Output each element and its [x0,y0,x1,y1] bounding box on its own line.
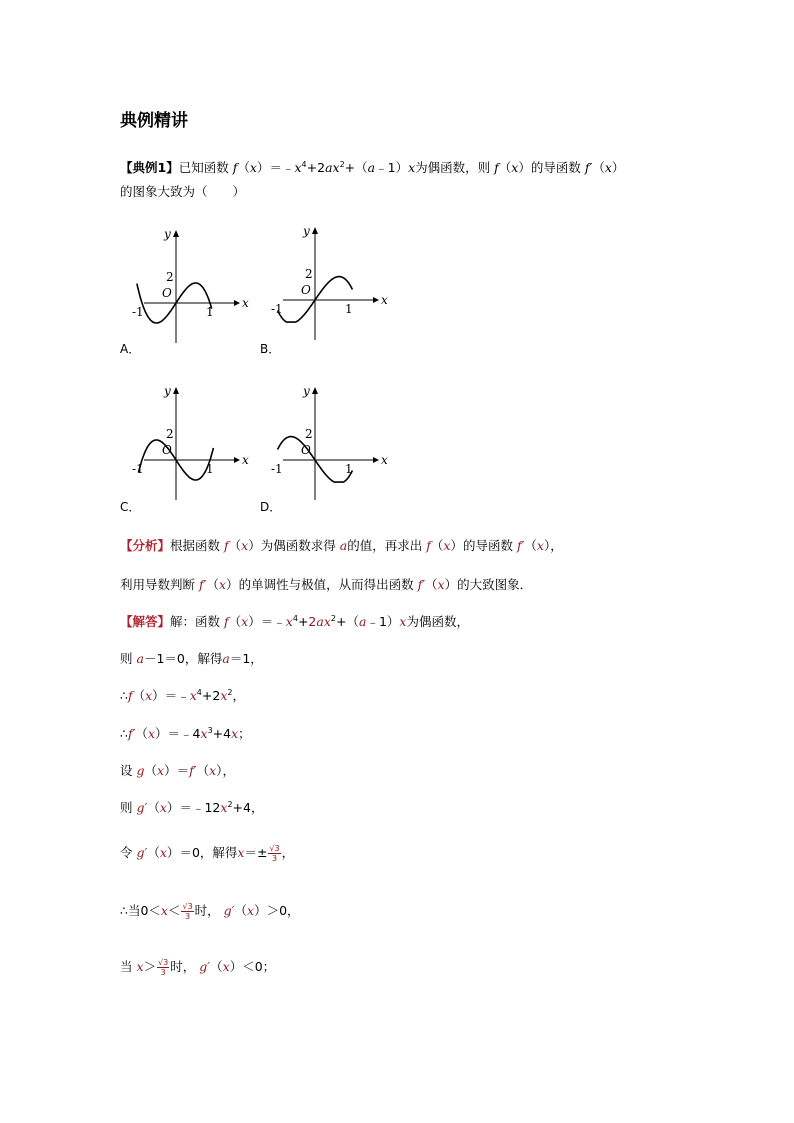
tick-label-1: 1 [345,462,353,476]
tick-label-2: 2 [166,427,174,441]
option-label-b[interactable]: B． [260,342,281,356]
x-axis-arrow [373,457,379,463]
origin-label: O [301,283,311,297]
tick-label-neg1: -1 [271,462,283,476]
x-axis-arrow [234,300,240,306]
x-axis-label: x [381,453,388,467]
fraction-sqrt3-over-3: $\frac{√3}{3}$ [182,902,193,921]
x-axis-arrow [373,297,379,303]
x-axis-label: x [242,296,249,310]
graph-option-d [271,382,388,512]
tick-label-2: 2 [305,427,313,441]
origin-label: O [162,286,172,300]
tick-label-1: 1 [206,305,214,319]
y-axis-label: y [303,224,310,238]
solution-line-4: $\therefore f'(x)=﹣4x^3+4x$； [120,726,251,741]
solution-line-1: 【解答】解：函数 $f(x)=﹣x^4+2ax^2+(a﹣1)x$为偶函数， [120,614,469,629]
x-axis-label: x [381,293,388,307]
tick-label-2: 2 [305,267,313,281]
solution-line-9: 当 x＞ $\frac{√3}{3}$ 时， g′（x）＜0； [120,958,276,977]
fraction-sqrt3-over-3: $\frac{√3}{3}$ [269,844,280,863]
tick-label-1: 1 [206,462,214,476]
problem-tag: 【典例1】 [120,160,179,175]
solution-line-6: 则 $g'(x)=﹣12x^2+4$， [120,800,264,815]
solution-line-5: 设 g（x）＝f′（x）， [120,763,235,778]
solution-line-3: $\therefore f(x)=﹣x^4+2x^2$， [120,688,245,703]
graph-option-b [271,222,388,350]
solution-tag: 【解答】 [120,614,171,629]
y-axis-arrow [173,230,179,237]
graph-option-c [132,382,249,512]
origin-label: O [301,443,311,457]
graph-option-a [132,225,249,350]
origin-label: O [162,443,172,457]
tick-label-2: 2 [166,270,174,284]
option-label-c[interactable]: C． [120,500,141,514]
solution-line-7: 令 g′（x）＝0，解得x＝± $\frac{√3}{3}$ ， [120,844,295,863]
problem-line-2: 的图象大致为（ ） [120,184,246,199]
option-label-d[interactable]: D． [260,500,282,514]
fraction-sqrt3-over-3: $\frac{√3}{3}$ [158,958,169,977]
tick-label-neg1: -1 [132,462,144,476]
tick-label-neg1: -1 [132,305,144,319]
analysis-line-1: 【分析】根据函数 f（x）为偶函数求得 a的值，再求出 f（x）的导函数 f′（x）， [120,538,563,553]
y-axis-label: y [303,384,310,398]
y-axis-arrow [312,227,318,234]
y-axis-arrow [173,387,179,394]
y-axis-label: y [164,384,171,398]
solution-line-2: 则 a－1＝0，解得a＝1， [120,651,263,666]
tick-label-neg1: -1 [271,302,283,316]
y-axis-arrow [312,387,318,394]
solution-line-8: ∴当0＜x＜ $\frac{√3}{3}$ 时， g′（x）＞0， [120,902,300,921]
problem-line-1: 【典例1】已知函数 $f(x)=﹣x^4+2ax^2+(a﹣1)x$为偶函数，则 f（x）的导函数 f′（x） [120,160,625,175]
y-axis-label: y [164,227,171,241]
x-axis-arrow [234,457,240,463]
x-axis-label: x [242,453,249,467]
analysis-tag: 【分析】 [120,538,171,553]
tick-label-1: 1 [345,302,353,316]
option-label-a[interactable]: A． [120,342,141,356]
section-title: 典例精讲 [120,111,188,131]
analysis-line-2: 利用导数判断 f′（x）的单调性与极值，从而得出函数 f′（x）的大致图象． [120,577,533,592]
